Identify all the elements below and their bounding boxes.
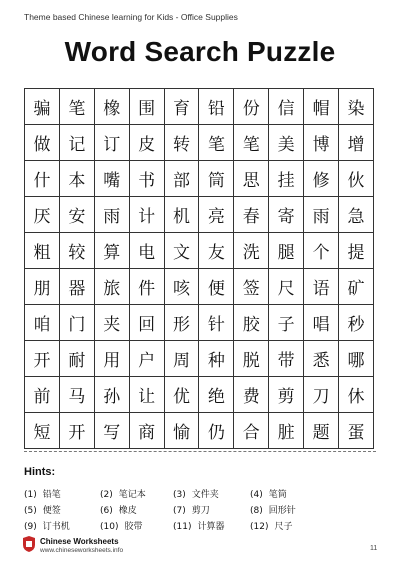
grid-cell: 胶 [234, 305, 269, 341]
grid-cell: 悉 [304, 341, 339, 377]
grid-cell: 文 [164, 233, 199, 269]
hint-word: 胶带 [124, 522, 143, 532]
grid-cell: 夹 [94, 305, 129, 341]
grid-cell: 筒 [199, 161, 234, 197]
grid-cell: 嘴 [94, 161, 129, 197]
grid-cell: 器 [59, 269, 94, 305]
grid-row [25, 125, 374, 161]
grid-cell: 围 [129, 89, 164, 125]
grid-cell: 户 [129, 341, 164, 377]
hint-number: (3) [173, 490, 186, 500]
grid-row [25, 341, 374, 377]
grid-cell: 前 [25, 377, 60, 413]
grid-cell: 友 [199, 233, 234, 269]
grid-cell: 哪 [339, 341, 374, 377]
grid-cell: 厌 [25, 197, 60, 233]
grid-cell: 合 [234, 413, 269, 449]
grid-cell: 朋 [25, 269, 60, 305]
grid-cell: 刀 [304, 377, 339, 413]
hint-number: (11) [173, 522, 192, 532]
divider [24, 451, 376, 452]
grid-cell: 耐 [59, 341, 94, 377]
grid-cell: 种 [199, 341, 234, 377]
chinese-worksheets-logo-icon [22, 536, 36, 552]
hints-heading: Hints: [24, 466, 56, 478]
grid-cell: 短 [25, 413, 60, 449]
hint-item [24, 503, 61, 516]
grid-cell: 订 [94, 125, 129, 161]
grid-cell: 粗 [25, 233, 60, 269]
hint-number: (9) [24, 522, 37, 532]
hint-item [100, 487, 146, 500]
grid-cell: 旅 [94, 269, 129, 305]
grid-cell: 帽 [304, 89, 339, 125]
hint-item [173, 519, 225, 532]
hint-item [100, 503, 137, 516]
grid-cell: 费 [234, 377, 269, 413]
grid-cell: 回 [129, 305, 164, 341]
grid-cell: 书 [129, 161, 164, 197]
hint-word: 计算器 [197, 522, 225, 532]
grid-cell: 部 [164, 161, 199, 197]
grid-cell: 伙 [339, 161, 374, 197]
grid-cell: 橡 [94, 89, 129, 125]
grid-cell: 唱 [304, 305, 339, 341]
hint-item [250, 503, 296, 516]
grid-cell: 开 [25, 341, 60, 377]
grid-row [25, 269, 374, 305]
grid-cell: 咱 [25, 305, 60, 341]
hint-item [173, 487, 219, 500]
grid-cell: 矿 [339, 269, 374, 305]
grid-cell: 骗 [25, 89, 60, 125]
grid-cell: 思 [234, 161, 269, 197]
grid-cell: 笔 [59, 89, 94, 125]
grid-cell: 美 [269, 125, 304, 161]
grid-cell: 提 [339, 233, 374, 269]
hint-number: (8) [250, 506, 263, 516]
grid-cell: 雨 [94, 197, 129, 233]
grid-cell: 增 [339, 125, 374, 161]
hint-item [24, 519, 70, 532]
grid-cell: 带 [269, 341, 304, 377]
hint-word: 尺子 [274, 522, 293, 532]
grid-cell: 写 [94, 413, 129, 449]
grid-cell: 咳 [164, 269, 199, 305]
grid-cell: 铅 [199, 89, 234, 125]
grid-cell: 份 [234, 89, 269, 125]
grid-cell: 急 [339, 197, 374, 233]
grid-cell: 秒 [339, 305, 374, 341]
grid-cell: 脱 [234, 341, 269, 377]
grid-cell: 机 [164, 197, 199, 233]
grid-cell: 亮 [199, 197, 234, 233]
grid-row [25, 377, 374, 413]
hint-item [250, 519, 293, 532]
grid-row [25, 305, 374, 341]
hint-word: 订书机 [42, 522, 70, 532]
grid-row [25, 413, 374, 449]
grid-cell: 个 [304, 233, 339, 269]
hint-word: 回形针 [268, 506, 296, 516]
hint-number: (7) [173, 506, 186, 516]
grid-cell: 寄 [269, 197, 304, 233]
grid-cell: 优 [164, 377, 199, 413]
grid-cell: 笔 [234, 125, 269, 161]
grid-cell: 安 [59, 197, 94, 233]
grid-cell: 挂 [269, 161, 304, 197]
grid-row [25, 161, 374, 197]
grid-cell: 染 [339, 89, 374, 125]
hint-word: 橡皮 [118, 506, 137, 516]
grid-cell: 尺 [269, 269, 304, 305]
grid-cell: 孙 [94, 377, 129, 413]
grid-cell: 周 [164, 341, 199, 377]
grid-cell: 题 [304, 413, 339, 449]
hint-number: (5) [24, 506, 37, 516]
grid-cell: 用 [94, 341, 129, 377]
grid-cell: 腿 [269, 233, 304, 269]
grid-cell: 休 [339, 377, 374, 413]
page-subtitle: Theme based Chinese learning for Kids - Office Supplies [24, 12, 238, 22]
grid-cell: 育 [164, 89, 199, 125]
hint-word: 笔筒 [268, 490, 287, 500]
grid-cell: 便 [199, 269, 234, 305]
grid-cell: 商 [129, 413, 164, 449]
grid-cell: 愉 [164, 413, 199, 449]
hint-number: (10) [100, 522, 119, 532]
grid-cell: 洗 [234, 233, 269, 269]
page-title: Word Search Puzzle [64, 36, 336, 67]
grid-cell: 信 [269, 89, 304, 125]
grid-cell: 较 [59, 233, 94, 269]
grid-cell: 子 [269, 305, 304, 341]
hint-word: 笔记本 [118, 490, 146, 500]
grid-cell: 让 [129, 377, 164, 413]
hint-item [100, 519, 143, 532]
grid-cell: 转 [164, 125, 199, 161]
grid-cell: 签 [234, 269, 269, 305]
grid-cell: 仍 [199, 413, 234, 449]
hint-item [173, 503, 210, 516]
grid-cell: 脏 [269, 413, 304, 449]
grid-row [25, 233, 374, 269]
hint-word: 剪刀 [191, 506, 210, 516]
footer-brand: Chinese Worksheets [40, 537, 119, 546]
grid-cell: 针 [199, 305, 234, 341]
hint-item [250, 487, 287, 500]
grid-row [25, 89, 374, 125]
grid-cell: 件 [129, 269, 164, 305]
grid-cell: 形 [164, 305, 199, 341]
grid-cell: 蛋 [339, 413, 374, 449]
page-number: 11 [370, 545, 378, 552]
hint-word: 便签 [42, 506, 61, 516]
grid-row [25, 197, 374, 233]
word-search-grid [24, 88, 374, 449]
hint-number: (2) [100, 490, 113, 500]
grid-cell: 剪 [269, 377, 304, 413]
grid-cell: 电 [129, 233, 164, 269]
grid-cell: 春 [234, 197, 269, 233]
hint-number: (1) [24, 490, 37, 500]
hint-word: 铅笔 [42, 490, 61, 500]
grid-cell: 雨 [304, 197, 339, 233]
grid-cell: 皮 [129, 125, 164, 161]
grid-cell: 马 [59, 377, 94, 413]
hint-number: (6) [100, 506, 113, 516]
grid-cell: 什 [25, 161, 60, 197]
hint-item [24, 487, 61, 500]
grid-cell: 绝 [199, 377, 234, 413]
grid-cell: 做 [25, 125, 60, 161]
grid-cell: 修 [304, 161, 339, 197]
grid-cell: 算 [94, 233, 129, 269]
grid-cell: 计 [129, 197, 164, 233]
grid-cell: 本 [59, 161, 94, 197]
footer-url: www.chineseworksheets.info [40, 547, 124, 554]
grid-cell: 开 [59, 413, 94, 449]
hint-number: (4) [250, 490, 263, 500]
hint-number: (12) [250, 522, 269, 532]
grid-cell: 笔 [199, 125, 234, 161]
grid-cell: 博 [304, 125, 339, 161]
hint-word: 文件夹 [191, 490, 219, 500]
grid-cell: 语 [304, 269, 339, 305]
grid-cell: 记 [59, 125, 94, 161]
grid-cell: 门 [59, 305, 94, 341]
